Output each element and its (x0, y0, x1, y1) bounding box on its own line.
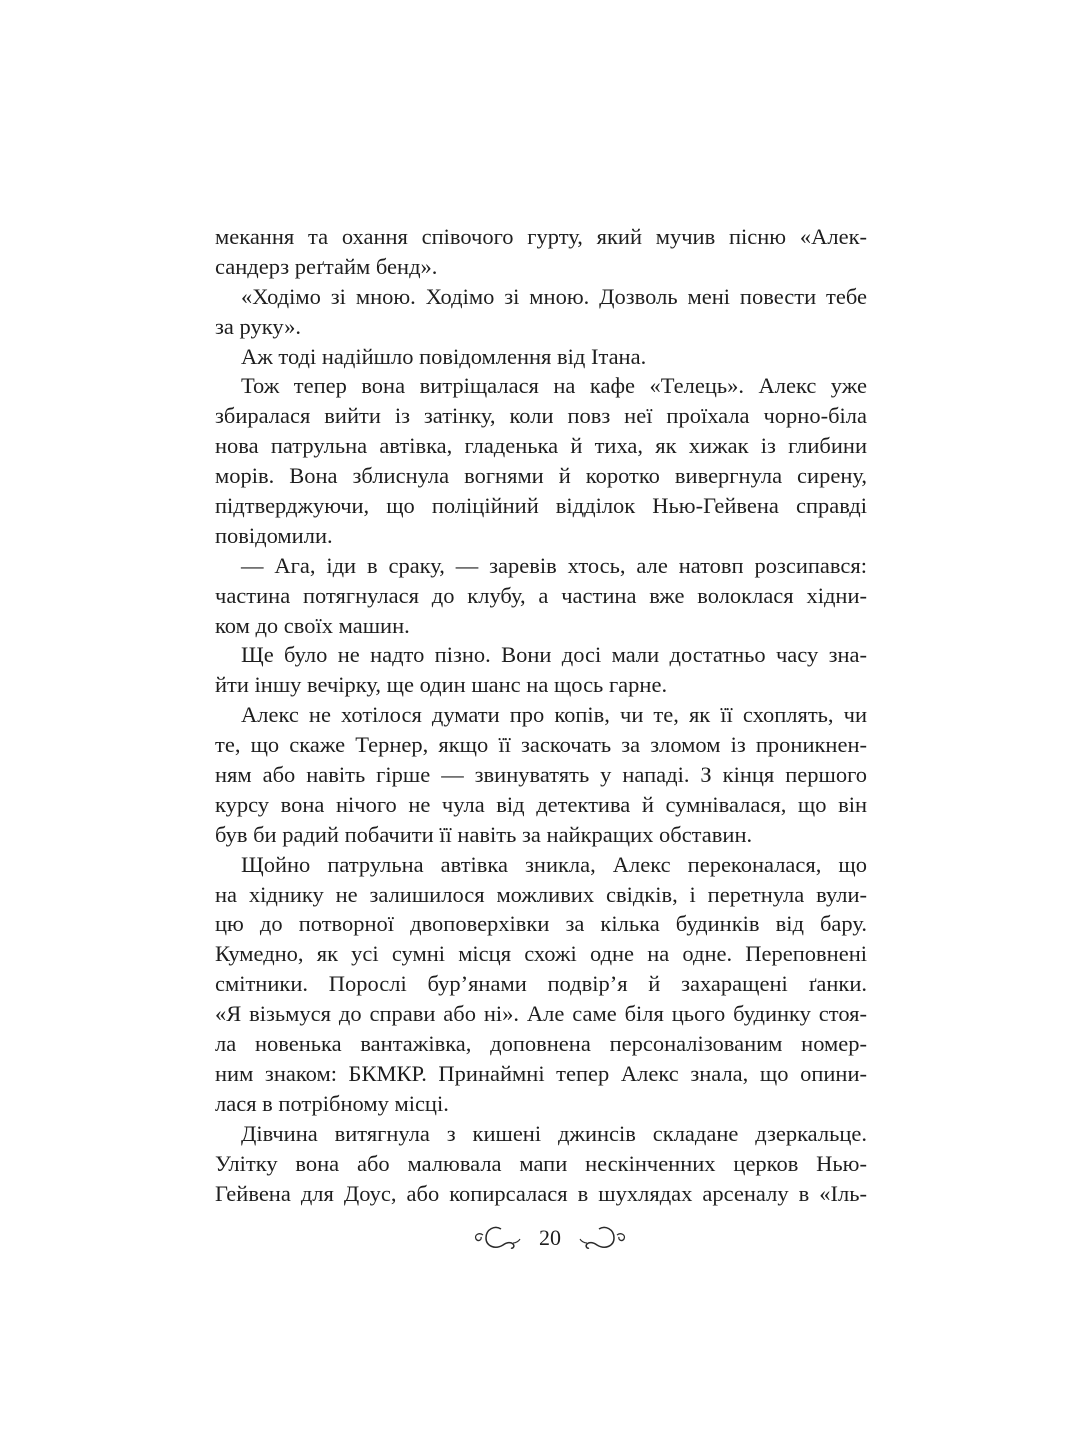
text-line: лася в потрібному місці. (215, 1090, 449, 1116)
text-line: нова патрульна автівка, гладенька й тиха, як хижак із глибини (215, 433, 867, 459)
text-line: Алекс не хотілося думати про копів, чи те, як її схоплять, чи (241, 702, 867, 728)
text-line: Улітку вона або малювала мапи нескінченних церков Нью- (215, 1150, 867, 1176)
text-line: «Ходімо зі мною. Ходімо зі мною. Дозволь мені повести тебе (241, 283, 867, 309)
text-line: на хіднику не залишилося можливих свідків, і перетнула вули- (215, 881, 867, 907)
text-line: те, що скаже Тернер, якщо її заскочать за зломом із проникнен- (215, 732, 867, 758)
text-line: — Ага, іди в сраку, — заревів хтось, але натовп розсипався: (241, 552, 867, 578)
text-line: смітники. Порослі бур’янами подвір’я й захаращені ґанки. (215, 971, 867, 997)
flourish-left-icon (471, 1223, 525, 1253)
text-line: цю до потворної двоповерхівки за кілька будинків від бару. (215, 911, 867, 937)
text-line: частина потягнулася до клубу, а частина вже волоклася хідни- (215, 582, 867, 608)
text-line: Дівчина витягнула з кишені джинсів складане дзеркальце. (241, 1120, 867, 1146)
text-line: Тож тепер вона витріщалася на кафе «Телець». Алекс уже (241, 373, 867, 399)
text-line: збиралася вийти із затінку, коли повз неї проїхала чорно-біла (215, 403, 867, 429)
text-line: був би радий побачити її навіть за найкращих обставин. (215, 821, 753, 847)
text-line: сандерз реґтайм бенд». (215, 253, 438, 279)
text-line: ла новенька вантажівка, доповнена персоналізованим номер- (215, 1031, 867, 1057)
text-line: повідомили. (215, 522, 333, 548)
text-line: Аж тоді надійшло повідомлення від Ітана. (241, 343, 647, 369)
text-line: йти іншу вечірку, ще один шанс на щось гарне. (215, 672, 668, 698)
text-line: підтверджуючи, що поліційний відділок Нью-Гейвена справді (215, 493, 867, 519)
text-line: ням або навіть гірше — звинуватять у нападі. З кінця першого (215, 762, 867, 788)
text-line: Щойно патрульна автівка зникла, Алекс переконалася, що (241, 851, 867, 877)
text-line: курсу вона нічого не чула від детектива й сумнівалася, що він (215, 791, 867, 817)
text-line: мекання та охання співочого гурту, який мучив пісню «Алек- (215, 224, 867, 249)
text-line: ком до своїх машин. (215, 612, 410, 638)
text-line: Кумедно, як усі сумні місця схожі одне на одне. Переповнені (215, 941, 867, 967)
text-line: за руку». (215, 313, 302, 339)
page-footer (460, 1218, 640, 1258)
text-line: Гейвена для Доус, або копирсалася в шухлядах арсеналу в «Іль- (215, 1180, 867, 1206)
body-text (215, 222, 867, 1208)
page-number: 20 (539, 1225, 561, 1250)
text-line: морів. Вона зблиснула вогнями й коротко вивергнула сирену, (215, 463, 867, 489)
text-line: «Я візьмуся до справи або ні». Але саме біля цього будинку стоя- (215, 1001, 867, 1027)
text-line: ним знаком: БКМКР. Принаймні тепер Алекс знала, що опини- (215, 1060, 867, 1086)
flourish-right-icon (575, 1223, 629, 1253)
text-line: Ще було не надто пізно. Вони досі мали достатньо часу зна- (241, 642, 867, 668)
